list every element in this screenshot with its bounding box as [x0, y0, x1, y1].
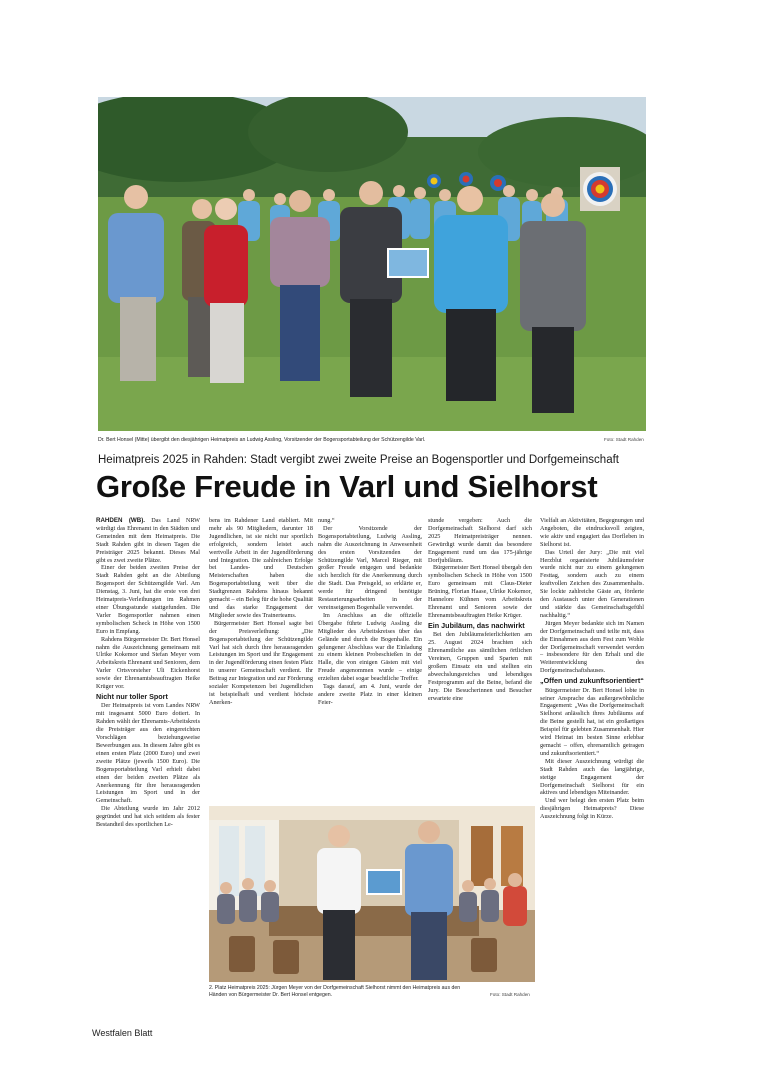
article-paragraph: stunde vergeben: Auch die Dorfgemeinschaft Sielhorst darf sich 2025 Heimatpreisträger nennen. Gewürdigt wurde damit das besondere Engagement rund um das 175-jährige Dorfjubiläum.	[428, 517, 532, 564]
article-paragraph: Mit dieser Auszeichnung würdigt die Stadt Rahden auch das langjährige, stetige Engagement der Dorfgemeinschaft Sielhorst für ein aktives und lebendiges Miteinander.	[540, 757, 644, 797]
article-column-5	[540, 517, 644, 1006]
article-column-1	[96, 517, 200, 1006]
article-paragraph: bens im Rahdener Land etabliert. Mit mehr als 90 Mitgliedern, darunter 18 Jugendlichen, ist sie nicht nur sportlich erfolgreich, sondern leistet auch wertvolle Arbeit in der Jugendförderung und Integration. Die zahlreichen Erfolge bei Landes- und Deutschen Meisterschaften haben die Bogensportabteilung weit über die Stadtgrenzen Rahdens hinaus bekannt gemacht – ein Beleg für die hohe Qualität und das starke Engagement der Mitglieder sowie des Trainerteams.	[209, 517, 313, 619]
article-paragraph: Vielfalt an Aktivitäten, Begegnungen und Angeboten, die eindrucksvoll zeigten, wie aktiv und engagiert das Dorfleben in Sielhorst ist.	[540, 517, 644, 548]
article-paragraph: Jürgen Meyer bedankte sich im Namen der Dorfgemeinschaft und teilte mit, dass die Einnahmen aus dem Fest zum Wohle der Dorfgemeinschaft verwendet werden – insbesondere für den Erhalt und die Weiterentwicklung des Dorfgemeinschaftshauses.	[540, 619, 644, 675]
article-column-4	[428, 517, 532, 807]
article-paragraph: Tags darauf, am 4. Juni, wurde der andere zweite Platz in einer kleinen Feier-	[318, 683, 422, 706]
dateline: RAHDEN (WB).	[96, 517, 145, 524]
publication-name: Westfalen Blatt	[92, 1028, 153, 1038]
article-paragraph: nung.“	[318, 517, 335, 524]
section-heading: Ein Jubiläum, das nachwirkt	[428, 620, 525, 630]
article-column-3	[318, 517, 422, 807]
article-paragraph: Bürgermeister Bert Honsel übergab den symbolischen Scheck in Höhe von 1500 Euro gemeinsam mit Claus-Dieter Brüning, Florian Haase, Ulrike Kokemor, Hannelore Kühnen vom Arbeitskreis Ehrenamt und Senioren sowie der Ehrenamtsbeauftragten Heike Krüger.	[428, 564, 532, 619]
article-paragraph: Im Anschluss an die offizielle Übergabe führte Ludwig Assling die Mitglieder des Arbeitskreises über das Gelände und durch die Bogenhalle. Ein gelungener Abschluss war die Einladung zu einem kleinen Probeschießen in der Halle, die von einigen Gästen mit viel Freude angenommen wurde – einige erzielten dabei sogar beachtliche Treffer.	[318, 611, 422, 683]
article-paragraph: Der Heimatpreis ist vom Landes NRW mit insgesamt 5000 Euro dotiert. In Rahden wählt der Ehrenamts-Arbeitskreis die Preisträger aus den eingereichten Vorschlägen beziehungsweise Bewerbungen aus. In diesem Jahre gibt es einen ersten Platz (2000 Euro) und zwei zweite Plätze (jeweils 1500 Euro). Die Bogensportabteilung Varl erhielt dabei einen der beiden zweiten Plätze als Anerkennung für ihre herausragenden Leistungen im Sport und in der Gemeinschaft.	[96, 702, 200, 805]
article-paragraph: Der Vorsitzende der Bogensportabteilung, Ludwig Assling, nahm die Auszeichnung in Anwesenheit des ersten Vorsitzenden der Schützengilde Varl, Marcel Rieger, mit großer Freude entgegen und bedankte sich herzlich für die Anerkennung durch die Stadt. Das Preisgeld, so erklärte er, werde für dringend benötigte Restaurierungsarbeiten in der vereinseigenen Bogenhalle verwendet.	[318, 524, 422, 611]
article-paragraph: Die Abteilung wurde im Jahr 2012 gegründet und hat sich seitdem als fester Bestandteil des sportlichen Le-	[96, 805, 200, 829]
article-paragraph: Das Urteil der Jury: „Die mit viel Herzblut organisierte Jubiläumsfeier wurde nicht nur zu einem gelungenen Festtag, sondern auch zu einem kraftvollen Zeichen des Zusammenhalts. Sie lockte zahlreiche Gäste an, förderte den Austausch unter den Generationen und stärkte das Gemeinschaftsgefühl nachhaltig.“	[540, 548, 644, 619]
archery-target-icon	[580, 167, 620, 211]
article-headline: Große Freude in Varl und Sielhorst	[96, 469, 598, 504]
article-paragraph: Einer der beiden zweiten Preise der Stadt Rahden geht an die Abteilung Bogensport der Schützengilde Varl. Am Dienstag, 3. Juni, hat die erste von drei Heimatpreis-Verleihungen im Rahmen einer Übungsstunde stattgefunden. Die Varler Bogensportler nahmen einen symbolischen Scheck in Höhe von 1500 Euro in Empfang.	[96, 564, 200, 635]
photo2-credit: Foto: Stadt Rahden	[490, 992, 530, 997]
photo-archery-award	[98, 97, 646, 431]
photo1-caption: Dr. Bert Honsel (Mitte) übergibt den diesjährigen Heimatpreis an Ludwig Assling, Vorsitzender der Bogensportabteilung der Schützengilde Varl.	[98, 437, 426, 443]
article-subheadline: Heimatpreis 2025 in Rahden: Stadt vergibt zwei zweite Preise an Bogensportler und Dorfgemeinschaft	[98, 454, 619, 466]
article-paragraph: RAHDEN (WB). Das Land NRW würdigt das Ehrenamt in den Städten und Gemeinden mit dem Heimatpreis. Die Stadt Rahden gibt in diesen Tagen die Preisträger 2025 bekannt. Dieses Mal gibt es zwei zweite Plätze.	[96, 517, 200, 564]
article-paragraph: Bürgermeister Dr. Bert Honsel lobte in seiner Ansprache das außergewöhnliche Engagement: „Was die Dorfgemeinschaft Sielhorst anlässlich ihres Jubiläums auf die Beine gestellt hat, ist ein großartiges Beispiel für gelebten Zusammenhalt. Hier wird Heimat im besten Sinne erlebbar gemacht – offen, ehrenamtlich getragen und zukunftsorientiert.“	[540, 686, 644, 757]
section-heading: „Offen und zukunftsorientiert“	[540, 676, 644, 686]
photo-sielhorst-award	[209, 806, 535, 982]
photo2-caption-line2: Händen von Bürgermeister Dr. Bert Honsel entgegen.	[209, 992, 333, 998]
photo2-caption-line1: 2. Platz Heimatpreis 2025: Jürgen Meyer von der Dorfgemeinschaft Sielhorst nimmt den Heimatpreis aus den	[209, 985, 461, 991]
article-column-2	[209, 517, 313, 807]
article-paragraph: Und wer belegt den ersten Platz beim diesjährigen Heimatpreis? Diese Auszeichnung folgt in Kürze.	[540, 797, 644, 821]
article-paragraph: Bürgermeister Bert Honsel sagte bei der Preisverleihung: „Die Bogensportabteilung der Schützengilde Varl hat sich durch ihre herausragenden Leistungen im Sport und ihr Engagement in der Jugendförderung einen festen Platz in unserer Gemeinschaft verdient. Ihr Beitrag zur Integration und zur Förderung sozialer Kompetenzen bei Jugendlichen ist beispielhaft und verdient höchste Anerken-	[209, 619, 313, 706]
photo1-credit: Foto: Stadt Rahden	[604, 437, 644, 442]
article-paragraph: Rahdens Bürgermeister Dr. Bert Honsel nahm die Auszeichnung gemeinsam mit Ulrike Kokemor und Stefan Meyer vom Arbeitskreis Ehrenamt und Senioren, dem Varler Ortsvorsteher Uli Eickenhorst sowie der Ehrenamtsbeauftragten Heike Krüger vor.	[96, 635, 200, 691]
section-heading: Nicht nur toller Sport	[96, 691, 168, 701]
article-paragraph: Bei den Jubiläumsfeierlichkeiten am 25. August 2024 brachten sich Ehrenamtliche aus sämtlichen örtlichen Vereinen, Gruppen und Sparten mit großem Einsatz ein und stellten ein abwechslungsreiches und lebendiges Festprogramm auf die Beine, befand die Jury. Die Besucherinnen und Besucher erwartete eine	[428, 631, 532, 702]
